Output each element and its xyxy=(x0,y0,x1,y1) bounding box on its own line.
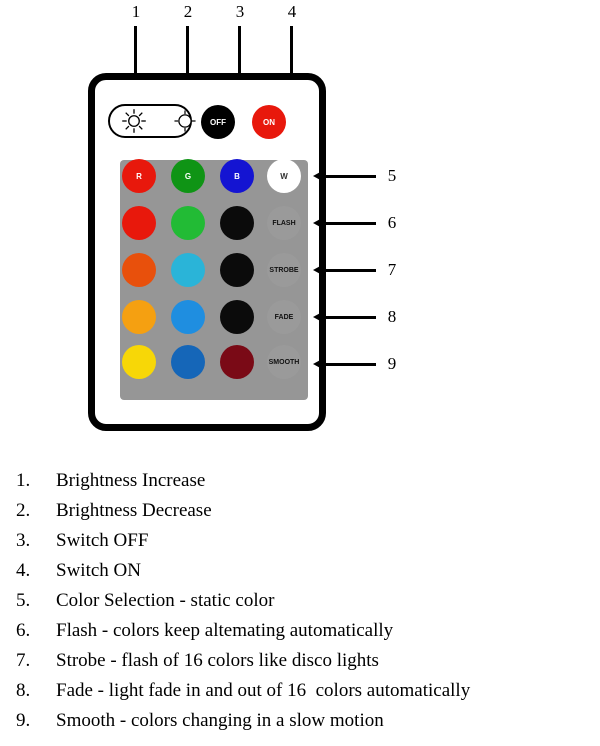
color-key-row3-col1[interactable] xyxy=(122,253,156,287)
legend-item-text: Strobe - flash of 16 colors like disco lights xyxy=(56,650,379,671)
callout-number-3: 3 xyxy=(235,2,245,21)
color-key-blue-labeled[interactable]: B xyxy=(220,159,254,193)
legend-item-number: 7. xyxy=(16,650,31,671)
legend-item-text: Switch ON xyxy=(56,560,141,581)
brightness-increase-button[interactable] xyxy=(117,104,151,138)
legend-item xyxy=(16,710,596,740)
brightness-decrease-button[interactable] xyxy=(168,104,202,138)
sun-bright-icon xyxy=(121,108,147,134)
legend-item-text: Brightness Decrease xyxy=(56,500,212,521)
callout-arrowhead-7 xyxy=(313,264,324,276)
callout-number-8: 8 xyxy=(387,307,397,326)
legend-item-text: Brightness Increase xyxy=(56,470,206,491)
sun-dim-icon xyxy=(172,108,198,134)
color-key-row5-col1[interactable] xyxy=(122,345,156,379)
legend-item-number: 4. xyxy=(16,560,31,581)
legend-item-number: 6. xyxy=(16,620,31,641)
color-key-row2-col2[interactable] xyxy=(171,206,205,240)
callout-number-2: 2 xyxy=(183,2,193,21)
color-key-row5-col2[interactable] xyxy=(171,345,205,379)
color-key-row2-col1[interactable] xyxy=(122,206,156,240)
callout-line-5 xyxy=(324,175,376,178)
callout-arrowhead-5 xyxy=(313,170,324,182)
legend-item-text: Fade - light fade in and out of 16 colors automatically xyxy=(56,680,471,701)
callout-line-9 xyxy=(324,363,376,366)
color-key-green-labeled[interactable]: G xyxy=(171,159,205,193)
color-key-row3-col3[interactable] xyxy=(220,253,254,287)
callout-arrowhead-8 xyxy=(313,311,324,323)
callout-number-7: 7 xyxy=(387,260,397,279)
power-off-button[interactable]: OFF xyxy=(201,105,235,139)
legend-item xyxy=(16,530,596,560)
callout-line-8 xyxy=(324,316,376,319)
legend-item xyxy=(16,590,596,620)
color-key-row4-col3[interactable] xyxy=(220,300,254,334)
mode-key-smooth[interactable]: SMOOTH xyxy=(267,345,301,379)
legend-item-number: 9. xyxy=(16,710,31,731)
callout-line-7 xyxy=(324,269,376,272)
legend-item-text: Smooth - colors changing in a slow motion xyxy=(56,710,384,731)
legend-item xyxy=(16,620,596,650)
legend-item xyxy=(16,500,596,530)
legend-list xyxy=(16,470,596,740)
legend-item-text: Color Selection - static color xyxy=(56,590,275,611)
callout-line-6 xyxy=(324,222,376,225)
color-key-row4-col1[interactable] xyxy=(122,300,156,334)
mode-key-fade[interactable]: FADE xyxy=(267,300,301,334)
legend-item-text: Switch OFF xyxy=(56,530,149,551)
power-on-button[interactable]: ON xyxy=(252,105,286,139)
legend-item-number: 8. xyxy=(16,680,31,701)
color-key-red-labeled[interactable]: R xyxy=(122,159,156,193)
color-key-row2-col3[interactable] xyxy=(220,206,254,240)
legend-item-number: 3. xyxy=(16,530,31,551)
legend-item-number: 1. xyxy=(16,470,31,491)
legend-item xyxy=(16,560,596,590)
color-key-white-labeled[interactable]: W xyxy=(267,159,301,193)
mode-key-flash[interactable]: FLASH xyxy=(267,206,301,240)
callout-number-6: 6 xyxy=(387,213,397,232)
color-key-row5-col3[interactable] xyxy=(220,345,254,379)
legend-item-text: Flash - colors keep altemating automatically xyxy=(56,620,394,641)
mode-key-strobe[interactable]: STROBE xyxy=(267,253,301,287)
legend-item xyxy=(16,680,596,710)
callout-arrowhead-9 xyxy=(313,358,324,370)
callout-number-5: 5 xyxy=(387,166,397,185)
color-key-row3-col2[interactable] xyxy=(171,253,205,287)
callout-number-4: 4 xyxy=(287,2,297,21)
callout-number-1: 1 xyxy=(131,2,141,21)
legend-item xyxy=(16,650,596,680)
legend-item xyxy=(16,470,596,500)
legend-item-number: 5. xyxy=(16,590,31,611)
callout-arrowhead-6 xyxy=(313,217,324,229)
legend-item-number: 2. xyxy=(16,500,31,521)
color-key-row4-col2[interactable] xyxy=(171,300,205,334)
callout-number-9: 9 xyxy=(387,354,397,373)
